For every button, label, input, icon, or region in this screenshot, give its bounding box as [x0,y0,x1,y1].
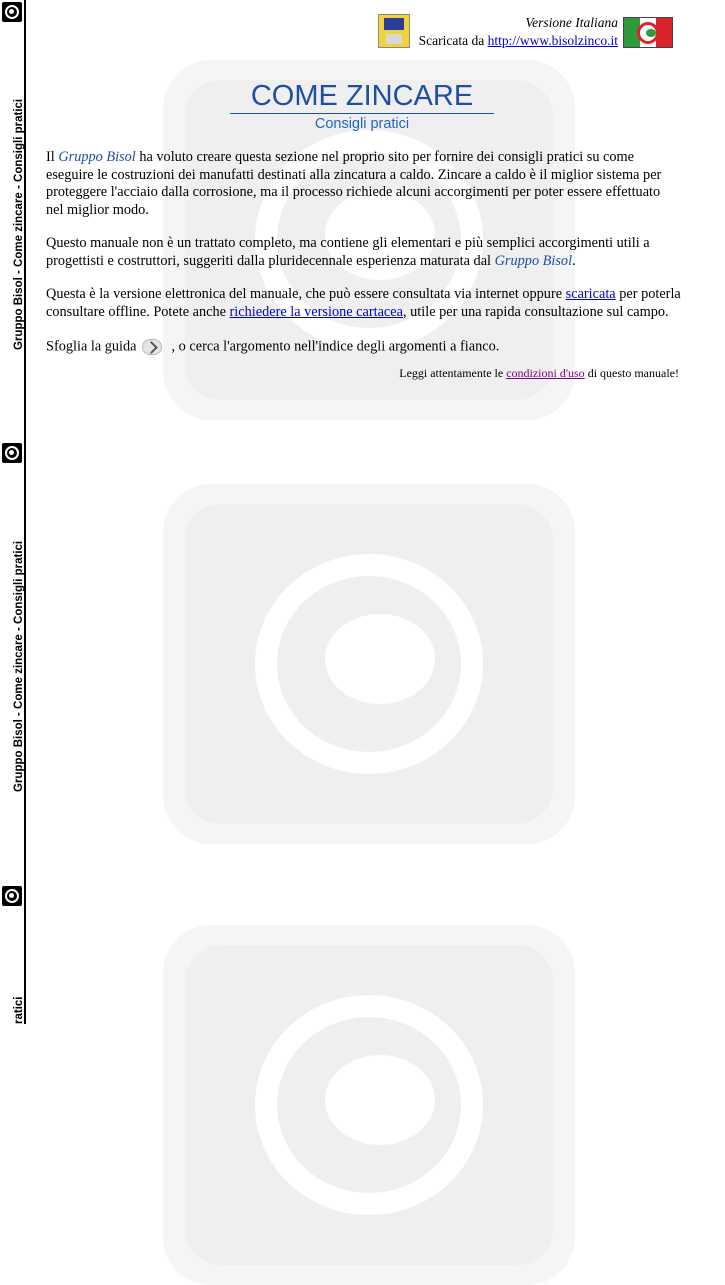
terms-note [399,366,679,381]
floppy-disk-icon[interactable] [378,14,410,48]
text: . [572,252,576,269]
watermark-logo [163,925,575,1285]
brand-name: Gruppo Bisol [58,149,136,165]
request-print-link[interactable]: richiedere la versione cartacea [229,303,403,320]
main-content [46,149,681,373]
text: di questo manuale! [587,366,679,380]
bisol-logo-icon [2,2,22,22]
bisol-logo-icon [2,886,22,906]
text: Leggi attentamente le [399,366,504,380]
intro-paragraph [46,149,681,219]
text: , o cerca l'argomento nell'indice degli argomenti a fianco. [171,338,500,355]
text: Questo manuale non è un trattato completo, ma contiene gli elementari e più semplici accorgimenti utili a progettisti e costruttori, suggeriti dalla pluridecennale esperienza maturata dal [46,235,650,269]
manual-paragraph [46,235,681,270]
text: Questa è la versione elettronica del manuale, che può essere consultata via internet oppure [46,286,563,302]
brand-name: Gruppo Bisol [494,252,573,269]
bisol-logo-icon [2,443,22,463]
browse-paragraph [46,337,681,357]
text: ha voluto creare questa sezione nel proprio sito per fornire dei consigli pratici su come eseguire le costruzioni dei manufatti destinati alla zincatura a caldo. Zincare a caldo è il miglior sistema per proteggere l'acciaio dalla corrosione, ma il processo richiede alcuni accorgimenti per poter essere effettuato nel miglior modo. [46,149,662,218]
terms-link[interactable]: condizioni d'uso [506,366,585,380]
sidebar-title: Gruppo Bisol - Come zincare - Consigli pratici [13,540,25,792]
next-arrow-icon[interactable] [142,337,164,357]
version-label: Versione Italiana [525,15,618,30]
version-paragraph [46,286,681,321]
page-title: COME ZINCARE [230,80,494,114]
header-info [419,14,618,50]
download-link[interactable]: scaricata [565,286,616,302]
watermark-logo [163,484,575,844]
sidebar-title-partial: ratici [13,996,25,1024]
page-subtitle: Consigli pratici [314,116,410,132]
text: Il [46,149,55,165]
sidebar-title: Gruppo Bisol - Come zincare - Consigli pratici [13,98,25,350]
download-prefix: Scaricata da [418,33,485,48]
text: , utile per una rapida consultazione sul campo. [402,303,669,320]
italian-flag-logo-icon [623,17,673,48]
text: Sfoglia la guida [46,338,137,355]
site-link[interactable]: http://www.bisolzinco.it [487,33,618,48]
text: per poterla consultare offline. Potete anche [46,286,681,320]
download-source [419,32,618,50]
sidebar [0,0,26,1024]
